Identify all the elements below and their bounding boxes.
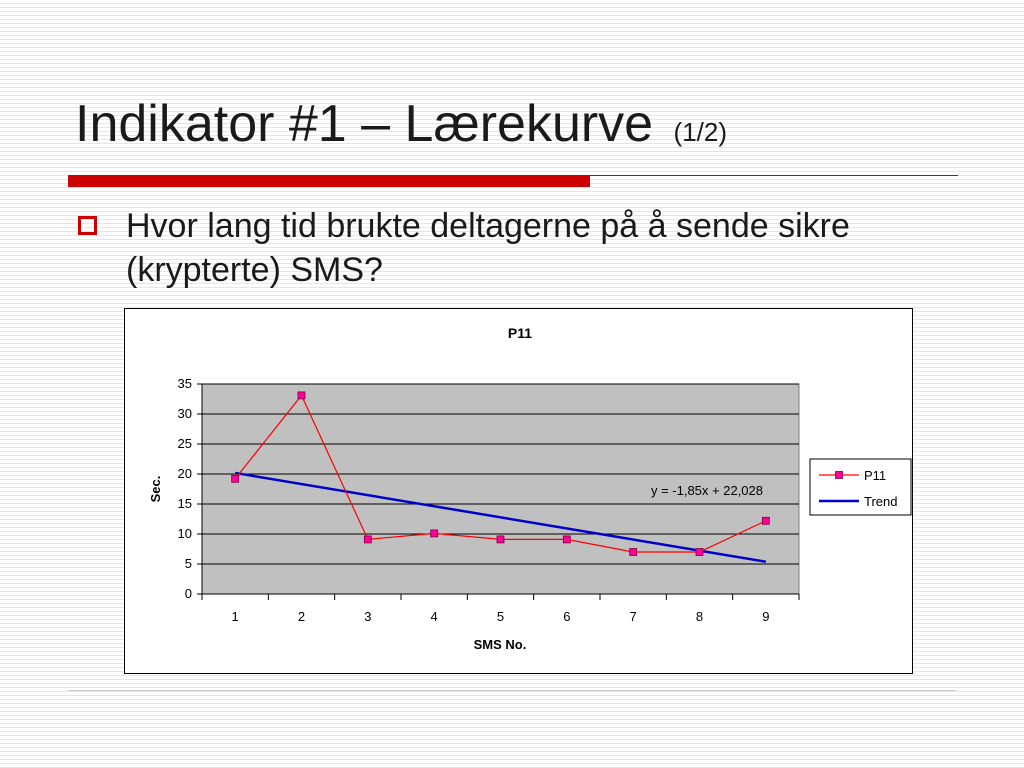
p11-point	[364, 536, 371, 543]
legend-trend-label: Trend	[864, 494, 898, 509]
p11-point	[232, 475, 239, 482]
chart-frame	[124, 308, 913, 674]
bullet-square-icon	[78, 216, 97, 235]
x-tick-label: 5	[496, 609, 505, 624]
bullet-text: Hvor lang tid brukte deltagerne på å sende sikre (krypterte) SMS?	[126, 207, 850, 289]
x-tick-label: 7	[629, 609, 637, 624]
p11-chart	[125, 309, 914, 675]
y-tick-label: 15	[177, 496, 192, 511]
y-tick-label: 0	[184, 586, 192, 601]
x-axis-title: SMS No.	[473, 637, 527, 652]
footer-rule	[68, 690, 956, 691]
x-tick-label: 8	[695, 609, 704, 624]
chart-title: P11	[507, 325, 533, 341]
slide-title-text: Indikator #1 – Lærekurve	[75, 95, 654, 153]
p11-point	[497, 536, 504, 543]
x-tick-label: 1	[231, 609, 239, 624]
legend-p11-marker	[836, 472, 843, 479]
y-tick-label: 25	[177, 436, 192, 451]
p11-point	[563, 536, 570, 543]
y-axis	[178, 376, 202, 601]
x-tick-label: 9	[762, 609, 770, 624]
x-tick-label: 4	[430, 609, 438, 624]
slide-title-suffix: (1/2)	[673, 117, 728, 147]
p11-point	[298, 392, 305, 399]
p11-point	[762, 517, 769, 524]
legend-p11-label: P11	[864, 468, 887, 483]
x-axis	[202, 594, 799, 624]
p11-point	[431, 530, 438, 537]
p11-point	[630, 549, 637, 556]
y-tick-label: 35	[177, 376, 192, 391]
p11-point	[696, 549, 703, 556]
y-axis-title: Sec.	[148, 475, 163, 503]
y-tick-label: 5	[184, 556, 192, 571]
title-underline-thin	[590, 175, 958, 176]
title-underline-bar	[68, 175, 590, 187]
chart-legend	[810, 459, 911, 515]
y-tick-label: 30	[177, 406, 192, 421]
y-tick-label: 10	[177, 526, 192, 541]
trend-equation: y = -1,85x + 22,028	[650, 483, 763, 498]
y-tick-label: 20	[177, 466, 192, 481]
slide-title	[75, 95, 728, 153]
x-tick-label: 6	[563, 609, 571, 624]
x-tick-label: 2	[297, 609, 306, 624]
x-tick-label: 3	[364, 609, 372, 624]
